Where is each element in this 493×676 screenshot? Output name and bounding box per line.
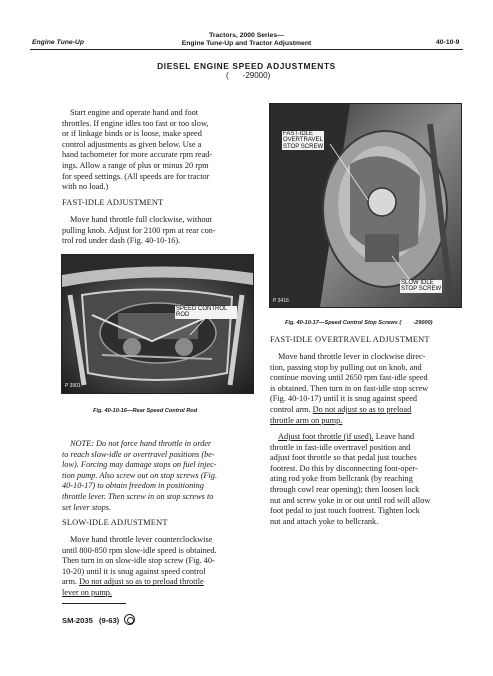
- intro-line: Start engine and operate hand and foot: [70, 108, 199, 117]
- page-number: 40-10-9: [436, 39, 460, 46]
- foot-throttle-heading: Adjust foot throttle (if used).: [278, 432, 374, 441]
- overtravel-arm: control arm.: [270, 404, 311, 414]
- foot-throttle-paragraph: [270, 432, 463, 527]
- intro-line: or if linkage binds or is loose, make speed: [62, 129, 202, 139]
- foot-throttle-line: foot pedal to just touch footrest. Tighten lock: [270, 506, 420, 516]
- slow-idle-heading: SLOW-IDLE ADJUSTMENT: [62, 518, 168, 527]
- printed-in-usa-seal-icon: [124, 614, 135, 625]
- intro-line: throttles. If engine idles too fast or too slow,: [62, 118, 209, 128]
- note-line: throttle lever. Then screw in on stop screws to: [62, 491, 214, 501]
- note-line: to reach slow-idle or overtravel positions (be-: [62, 449, 215, 459]
- intro-line: ings. Allow a range of plus or minus 20 rpm: [62, 160, 209, 170]
- intro-paragraph: [62, 108, 252, 193]
- overtravel-line: (Fig. 40-10-17) until it is snug against speed: [270, 394, 418, 404]
- fig17-callout-top: [282, 131, 324, 150]
- note-line: set lever stops.: [62, 502, 112, 512]
- slow-idle-warning-1: Do not adjust so as to preload throttle: [79, 577, 204, 587]
- foot-throttle-line: adjust foot throttle so that pedal just touches: [270, 453, 417, 463]
- fig17-callout-top-line: STOP SCREW: [283, 143, 324, 150]
- slow-idle-line: Then turn in on slow-idle stop screw (Fig. 40-: [62, 556, 215, 566]
- subtitle-code: -29000): [242, 71, 271, 80]
- fig16-code: P 3901: [65, 383, 81, 389]
- foot-throttle-line: through cowl rear opening); then loosen lock: [270, 484, 420, 494]
- foot-throttle-line: footrest. Do this by disconnecting foot-oper-: [270, 463, 418, 473]
- foot-throttle-first: Leave hand: [375, 432, 415, 441]
- overtravel-line: tion, passing stop by pulling out on knob, and: [270, 362, 422, 372]
- footer-code: SM-2035: [62, 616, 93, 625]
- fig16-illustration: [62, 255, 253, 393]
- foot-throttle-line: nut and screw yoke in or out until rod will allow: [270, 495, 431, 505]
- foot-throttle-first-line: [270, 432, 463, 443]
- overtravel-line: Move hand throttle lever in clockwise direc-: [278, 352, 426, 361]
- overtravel-line: continue moving until 2650 rpm fast-idle speed: [270, 373, 428, 383]
- fig16-photo: [61, 254, 254, 394]
- fig17-callout-top-line: OVERTRAVEL: [283, 137, 323, 144]
- fast-idle-heading: FAST-IDLE ADJUSTMENT: [62, 198, 164, 207]
- fig16-caption: Fig. 40-10-16—Rear Speed Control Rod: [93, 408, 198, 414]
- slow-idle-warning-2: lever on pump.: [62, 587, 113, 597]
- slow-idle-arm: arm.: [62, 577, 77, 587]
- intro-line: with no load.): [62, 182, 109, 192]
- fast-idle-line: pulling knob. Adjust for 2100 rpm at rear con-: [62, 225, 216, 235]
- fig17-callout-bottom-line: SLOW IDLE: [401, 280, 434, 286]
- slow-idle-line: Move hand throttle lever counterclockwise: [70, 535, 213, 544]
- foot-throttle-line: throttle in fast-idle overtravel position and: [270, 442, 411, 452]
- fig17-callout-bottom: [400, 280, 442, 293]
- header-section: [0, 0, 493, 60]
- page-subtitle: [226, 71, 270, 80]
- intro-line: for speed settings. (All speeds are for tractor: [62, 171, 210, 181]
- footer-rule: [62, 603, 126, 604]
- fig17-caption: [285, 320, 433, 326]
- foot-throttle-line: nut and attach yoke to bellcrank.: [270, 516, 379, 526]
- slow-idle-line: until 800-850 rpm slow-idle speed is obtained.: [62, 545, 217, 555]
- header-left: Engine Tune-Up: [32, 39, 84, 46]
- note-line: tion pump. Also screw out on stop screws (Fig.: [62, 470, 218, 480]
- page-title: DIESEL ENGINE SPEED ADJUSTMENTS: [157, 61, 336, 71]
- fig17-caption-text: Fig. 40-10-17—Speed Control Stop Screws (: [285, 320, 402, 326]
- fig17-callout-bottom-line: STOP SCREW: [401, 286, 442, 293]
- fig17-photo: [269, 103, 462, 308]
- note-line: low). Forcing may damage stops on fuel injec-: [62, 460, 217, 470]
- slow-idle-line-5: [62, 577, 252, 588]
- note-line: 40-10-17) to obtain freedom in positioning: [62, 481, 204, 491]
- intro-line: hand tachometer for more accurate rpm read-: [62, 150, 213, 160]
- overtravel-heading: FAST-IDLE OVERTRAVEL ADJUSTMENT: [270, 335, 430, 344]
- fast-idle-line: Move hand throttle full clockwise, without: [70, 215, 212, 224]
- footer-date: (9-63): [98, 616, 120, 625]
- footer: [62, 614, 135, 625]
- fast-idle-line: trol rod under dash (Fig. 40-10-16).: [62, 236, 181, 246]
- fig16-callout: SPEED CONTROL ROD: [175, 306, 237, 319]
- slow-idle-paragraph: [62, 535, 252, 599]
- header-center-line2: Engine Tune-Up and Tractor Adjustment: [181, 40, 312, 47]
- note-paragraph: [62, 439, 252, 513]
- fast-idle-paragraph: [62, 215, 252, 247]
- intro-line: control adjustments as given below. Use a: [62, 139, 202, 149]
- subtitle-paren: (: [226, 71, 229, 80]
- note-line: NOTE: Do not force hand throttle in order: [70, 439, 212, 448]
- overtravel-paragraph: [270, 352, 463, 426]
- overtravel-warning-1: Do not adjust so as to preload: [312, 404, 412, 414]
- header-rule: [30, 49, 463, 50]
- fig17-caption-code: -29000): [413, 320, 433, 326]
- fig17-code: P 3416: [273, 298, 289, 304]
- overtravel-warning-2: throttle arm on pump.: [270, 415, 343, 425]
- overtravel-line: is obtained. Then turn in on fast-idle stop screw: [270, 383, 429, 393]
- header-center-line1: Tractors, 2000 Series—: [209, 32, 284, 39]
- foot-throttle-line: ating rod yoke from bellcrank (by reaching: [270, 474, 413, 484]
- fig17-callout-top-line: FAST-IDLE: [283, 131, 314, 137]
- overtravel-line-6: [270, 405, 463, 416]
- slow-idle-line: 10-20) until it is snug against speed control: [62, 566, 206, 576]
